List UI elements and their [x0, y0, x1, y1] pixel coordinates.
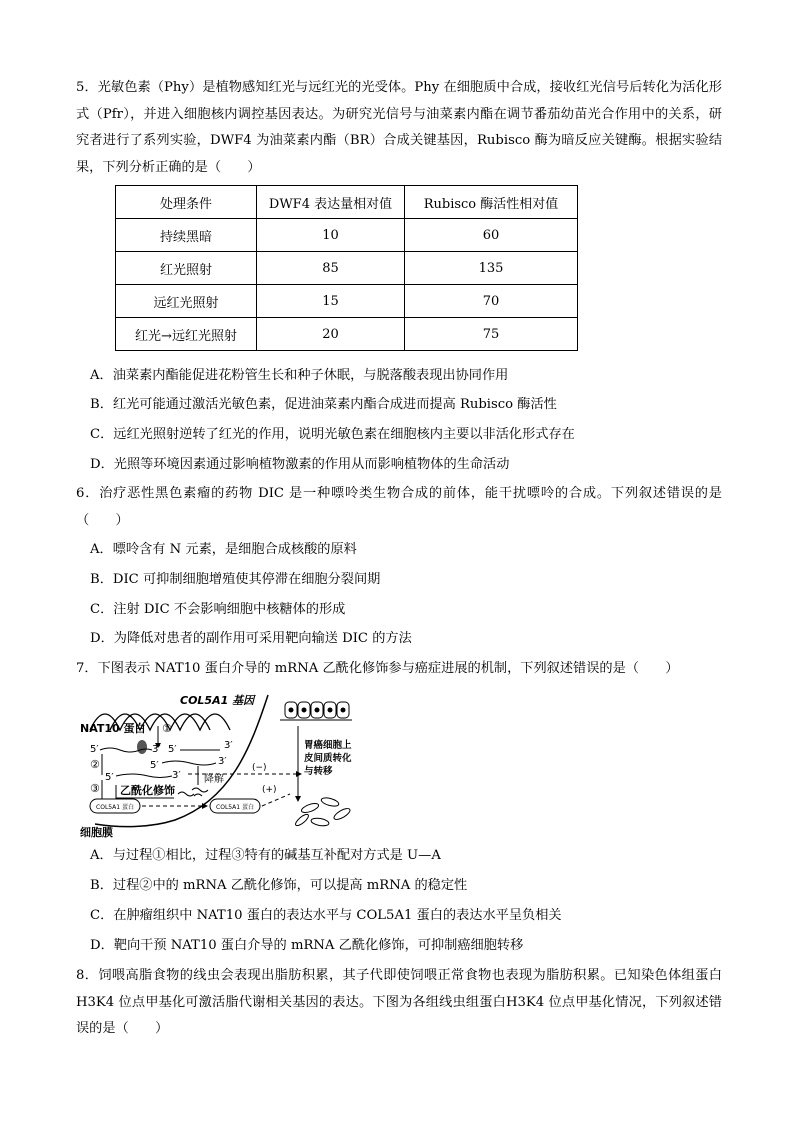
table-cell: 红光→远红光照射 [116, 318, 257, 351]
q7-option-d[interactable]: D．靶向干预 NAT10 蛋白介导的 mRNA 乙酰化修饰，可抑制癌细胞转移 [90, 938, 524, 953]
table-cell: 60 [405, 219, 578, 252]
table-row [116, 252, 578, 285]
table-header: 处理条件 [116, 186, 257, 219]
degrade-label: 降解 [204, 774, 224, 785]
q7-option-a[interactable]: A．与过程①相比，过程③特有的碱基互补配对方式是 U—A [90, 848, 441, 863]
q6-option-b[interactable]: B．DIC 可抑制细胞增殖使其停滞在细胞分裂间期 [90, 572, 381, 587]
emt-label-1: 胃癌细胞上 [304, 740, 352, 751]
q5-data-table [115, 185, 578, 351]
table-cell: 15 [257, 285, 405, 318]
table-cell: 70 [405, 285, 578, 318]
col5a1-protein-label: COL5A1 蛋白 [96, 804, 134, 811]
table-cell: 10 [257, 219, 405, 252]
col5a1-protein-label: COL5A1 蛋白 [216, 804, 254, 811]
promote-label: (+) [262, 785, 277, 795]
mrna3-3prime: 3′ [218, 756, 227, 767]
table-cell: 远红光照射 [116, 285, 257, 318]
table-header: Rubisco 酶活性相对值 [405, 186, 578, 219]
table-cell: 20 [257, 318, 405, 351]
mrna4-strand [116, 774, 172, 778]
mrna4-3prime: 3′ [172, 770, 181, 781]
q5-option-a[interactable]: A．油菜素内酯能促进花粉管生长和种子休眠，与脱落酸表现出协同作用 [90, 368, 509, 383]
table-header: DWF4 表达量相对值 [257, 186, 405, 219]
table-cell: 持续黑暗 [116, 219, 257, 252]
q5-stem: 5．光敏色素（Phy）是植物感知红光与远红光的光受体。Phy 在细胞质中合成，接收红光信号后转化为活化形式（Pfr），并进入细胞核内调控基因表达。为研究光信号与油菜素内酯在调节番茄幼苗光合作用中的关系，研究者进行了系列实验，DWF4 为油菜素内酯（BR）合成关键基因，Rubisco 酶为暗反应关键酶。根据实验结果，下列分析正确的是（ ） [76, 80, 722, 175]
table-cell: 75 [405, 318, 578, 351]
q7-option-c[interactable]: C．在肿瘤组织中 NAT10 蛋白的表达水平与 COL5A1 蛋白的表达水平呈负相关 [90, 908, 562, 923]
degraded-fragments-icon [192, 788, 208, 796]
mrna3-5prime: 5′ [150, 760, 159, 771]
emt-label-3: 与转移 [304, 766, 333, 777]
mrna2-3prime: 3′ [224, 740, 233, 751]
q8-stem: 8．饲喂高脂食物的线虫会表现出脂肪积累，其子代即使饲喂正常食物也表现为脂肪积累。已知染色体组蛋白H3K4 位点甲基化可激活脂代谢相关基因的表达。下图为各组线虫组蛋白H3K4 位点甲基化情况，下列叙述错误的是（ ） [76, 968, 722, 1036]
q6-option-c[interactable]: C．注射 DIC 不会影响细胞中核糖体的形成 [90, 602, 346, 617]
q7-stem: 7．下图表示 NAT10 蛋白介导的 mRNA 乙酰化修饰参与癌症进展的机制，下列叙述错误的是（ ） [76, 661, 679, 676]
mrna-3prime: 3′ [152, 744, 161, 755]
mrna4-5prime: 5′ [105, 772, 114, 783]
modified-mrna-icon [178, 792, 194, 796]
q7-option-b[interactable]: B．过程②中的 mRNA 乙酰化修饰，可以提高 mRNA 的稳定性 [90, 878, 468, 893]
mrna3-strand [162, 761, 216, 765]
acetyl-label: 乙酰化修饰 [120, 784, 175, 797]
inhibit-label: (−) [252, 763, 267, 773]
q5-option-c[interactable]: C．远红光照射逆转了红光的作用，说明光敏色素在细胞核内主要以非活化形式存在 [90, 427, 575, 442]
epithelial-cells-icon [280, 702, 352, 720]
gene-label: COL5A1 基因 [180, 694, 255, 707]
q5-option-d[interactable]: D．光照等环境因素通过影响植物激素的作用从而影响植物体的生命活动 [90, 457, 510, 472]
step-1-label: ① [162, 722, 172, 735]
mrna-5prime: 5′ [90, 744, 99, 755]
step-2-label: ② [90, 758, 100, 771]
table-cell: 红光照射 [116, 252, 257, 285]
promote-arrow [262, 794, 290, 806]
nat10-label: NAT10 蛋白 [80, 722, 146, 735]
q7-mechanism-diagram [80, 690, 370, 840]
arrow-head [296, 771, 302, 777]
emt-label-2: 皮间质转化 [304, 753, 352, 764]
q5-option-b[interactable]: B．红光可能通过激活光敏色素，促进油菜素内酯合成进而提高 Rubisco 酶活性 [90, 397, 557, 412]
arrow-head [295, 796, 301, 802]
table-header-row [116, 186, 578, 219]
q6-stem: 6．治疗恶性黑色素瘤的药物 DIC 是一种嘌呤类生物合成的前体，能干扰嘌呤的合成。下列叙述错误的是（ ） [76, 486, 722, 528]
q6-option-a[interactable]: A．嘌呤含有 N 元素，是细胞合成核酸的原料 [90, 542, 357, 557]
table-row [116, 318, 578, 351]
table-row [116, 285, 578, 318]
table-row [116, 219, 578, 252]
mrna2-5prime: 5′ [168, 744, 177, 755]
step-3-label: ③ [90, 782, 100, 795]
membrane-label: 细胞膜 [80, 826, 113, 839]
nat10-protein-icon [137, 740, 147, 754]
q6-option-d[interactable]: D．为降低对患者的副作用可采用靶向输送 DIC 的方法 [90, 631, 412, 646]
migrating-cells-icon [294, 796, 352, 827]
table-cell: 135 [405, 252, 578, 285]
table-cell: 85 [257, 252, 405, 285]
